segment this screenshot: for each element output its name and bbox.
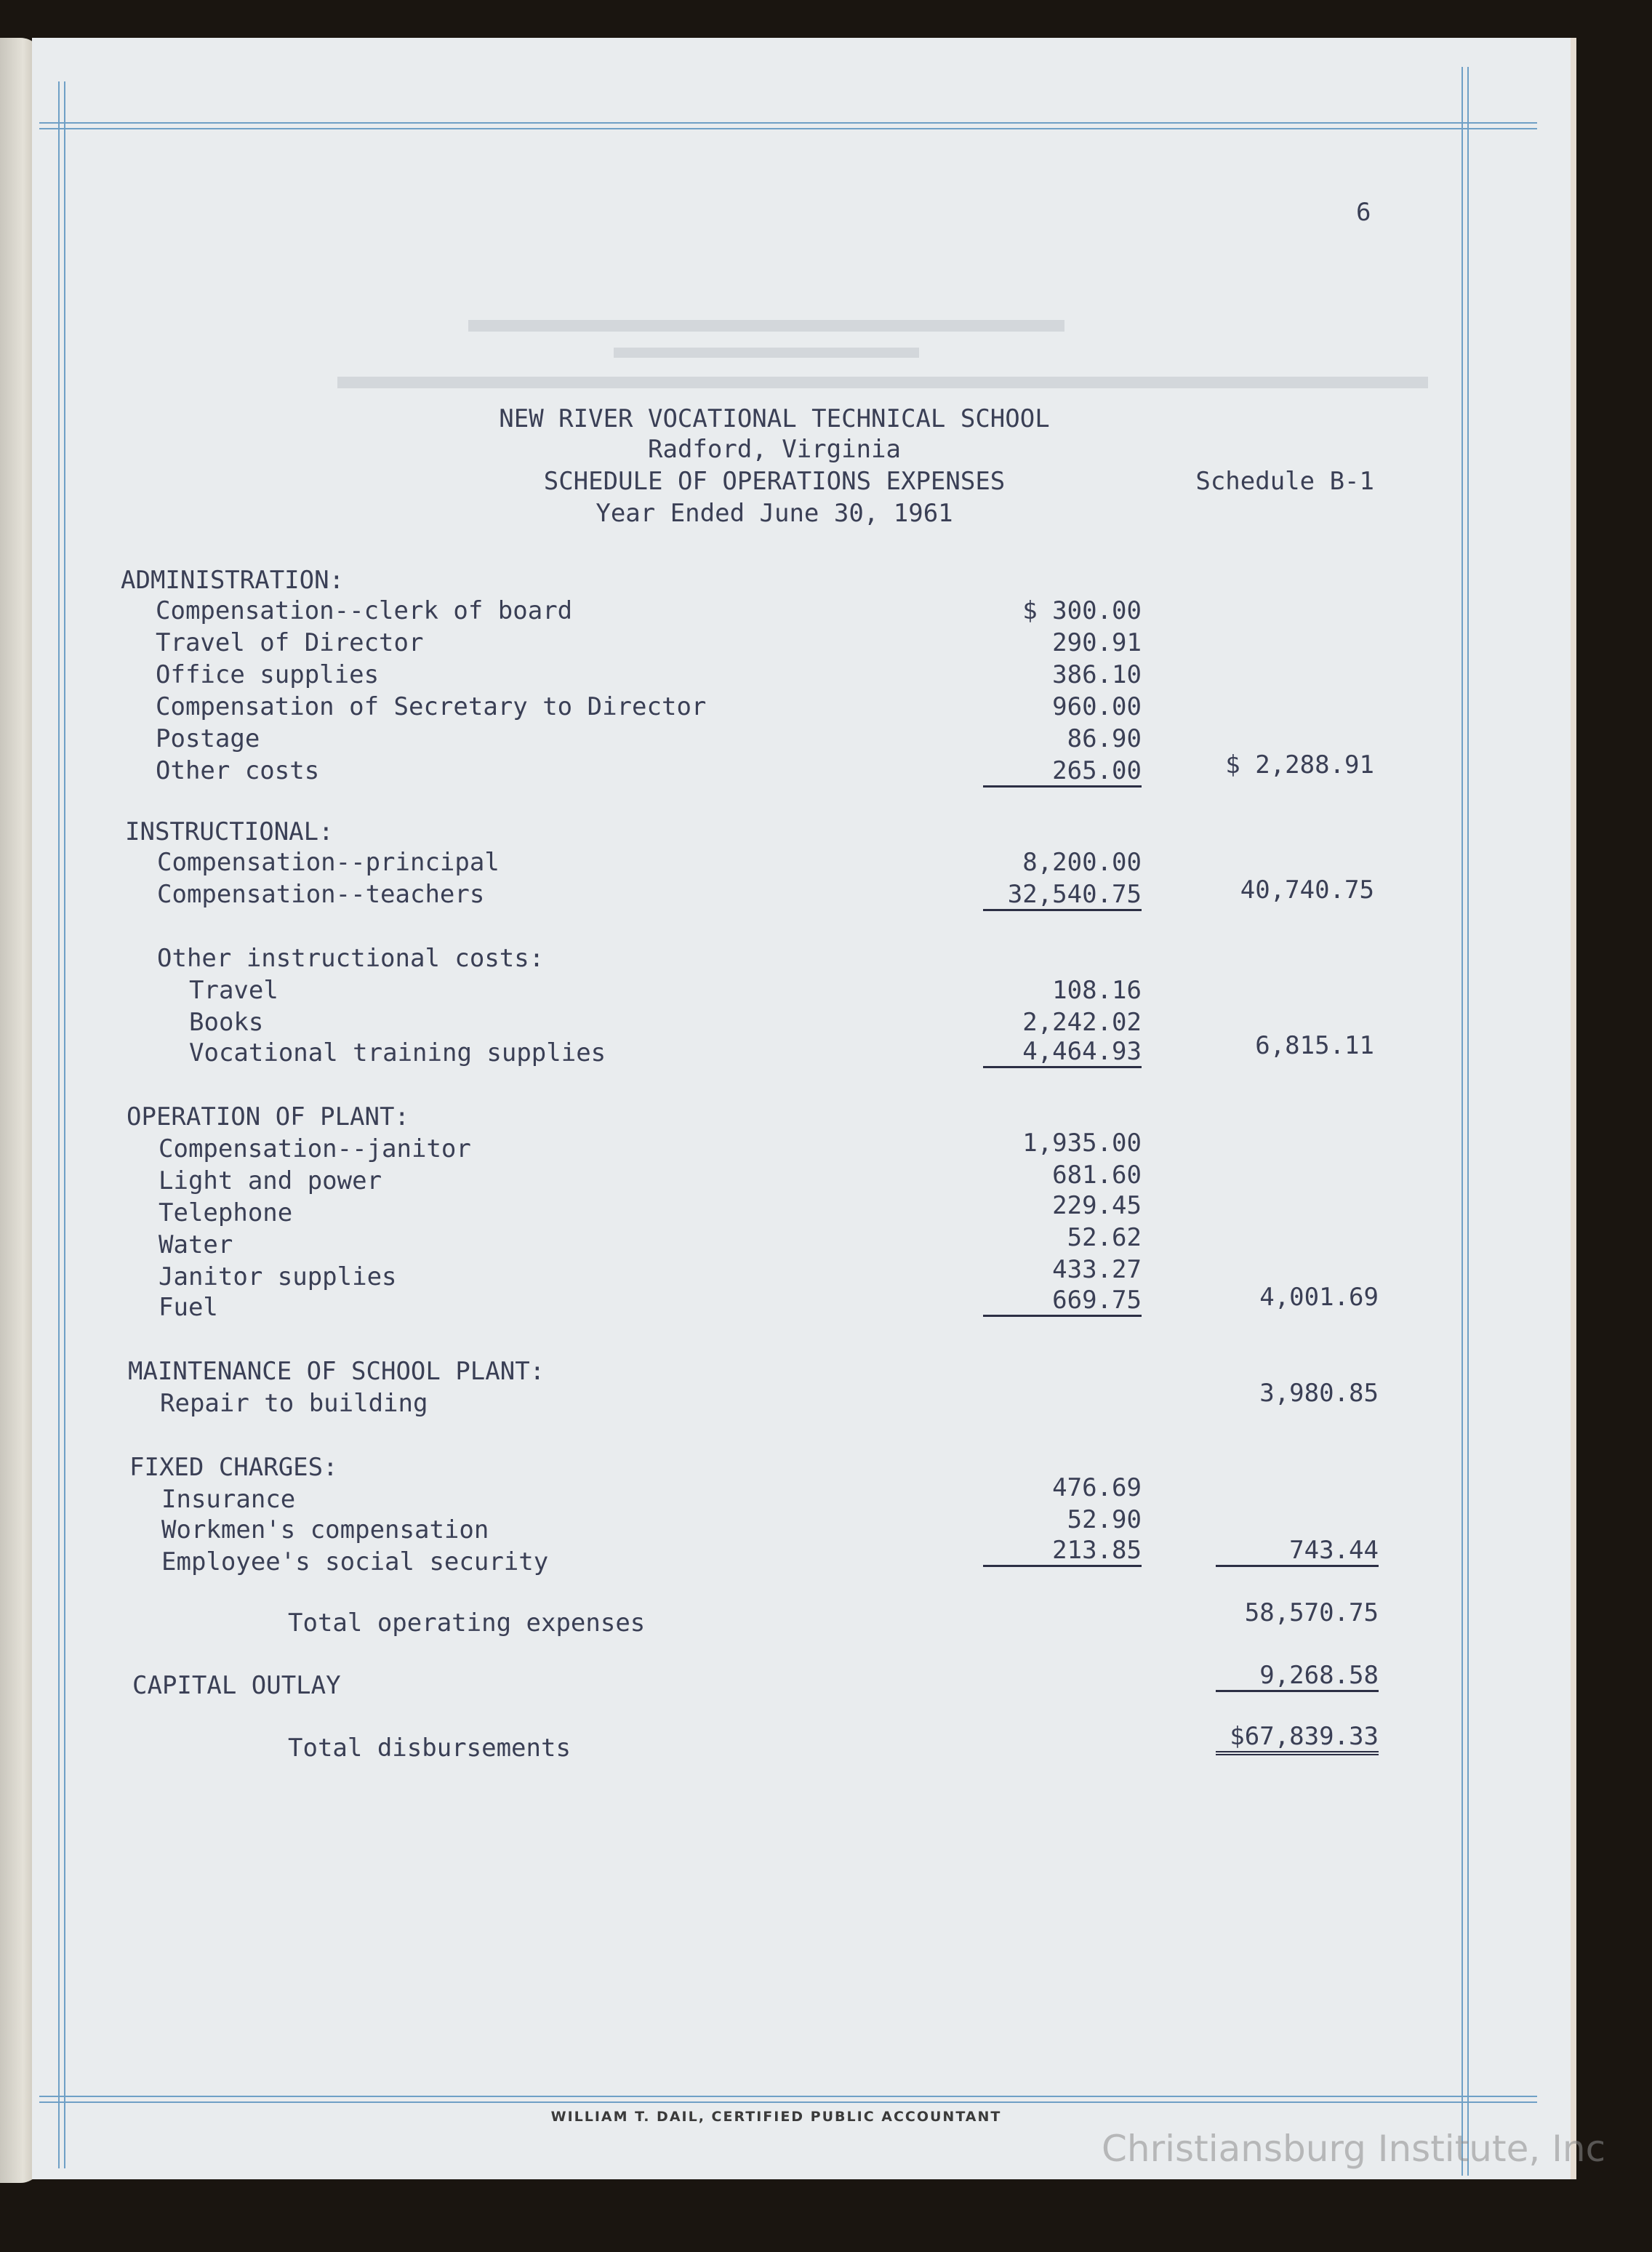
item-label: Compensation--janitor bbox=[159, 1134, 471, 1163]
item-label: Compensation--clerk of board bbox=[156, 596, 573, 625]
left-border-rule bbox=[58, 81, 60, 2168]
item-label: Workmen's compensation bbox=[161, 1515, 489, 1544]
report-period: Year Ended June 30, 1961 bbox=[596, 499, 953, 528]
item-label: Employee's social security bbox=[161, 1547, 549, 1576]
item-amount: 960.00 bbox=[1052, 692, 1142, 721]
item-amount: 229.45 bbox=[1052, 1191, 1142, 1220]
item-amount: 433.27 bbox=[1052, 1255, 1142, 1284]
item-label: Postage bbox=[156, 724, 260, 753]
total-operating-label: Total operating expenses bbox=[288, 1608, 646, 1638]
right-border-rule-inner bbox=[1467, 67, 1469, 2176]
item-label: Compensation of Secretary to Director bbox=[156, 692, 707, 721]
section-total: $ 2,288.91 bbox=[1225, 750, 1374, 780]
section-heading: INSTRUCTIONAL: bbox=[125, 817, 334, 846]
total-operating-value: 58,570.75 bbox=[1244, 1598, 1379, 1627]
item-label: Telephone bbox=[159, 1198, 293, 1227]
item-amount: 52.62 bbox=[1067, 1223, 1142, 1252]
bottom-border-rule-inner bbox=[39, 2101, 1537, 2103]
item-label: Repair to building bbox=[160, 1389, 428, 1418]
item-amount: 669.75 bbox=[983, 1286, 1142, 1317]
schedule-label: Schedule B-1 bbox=[1195, 467, 1374, 496]
item-label: Water bbox=[159, 1230, 233, 1259]
item-amount: 213.85 bbox=[983, 1536, 1142, 1567]
top-border-rule bbox=[39, 122, 1537, 124]
total-disbursements-value: $67,839.33 bbox=[1216, 1722, 1379, 1755]
item-label: Travel bbox=[189, 976, 278, 1005]
section-heading: MAINTENANCE OF SCHOOL PLANT: bbox=[128, 1357, 545, 1386]
item-label: Compensation--teachers bbox=[157, 880, 485, 909]
capital-outlay-value: 9,268.58 bbox=[1216, 1661, 1379, 1692]
item-label: Compensation--principal bbox=[157, 848, 500, 877]
section-total: 3,980.85 bbox=[1259, 1379, 1379, 1408]
item-label: Books bbox=[189, 1008, 264, 1037]
school-location: Radford, Virginia bbox=[648, 435, 901, 464]
section-total: 743.44 bbox=[1216, 1536, 1379, 1567]
bottom-border-rule bbox=[39, 2096, 1537, 2097]
subsection-heading: Other instructional costs: bbox=[157, 944, 545, 973]
item-label: Vocational training supplies bbox=[189, 1038, 606, 1067]
capital-outlay-label: CAPITAL OUTLAY bbox=[132, 1671, 341, 1700]
page-number: 6 bbox=[1356, 198, 1371, 227]
item-amount: 108.16 bbox=[1052, 976, 1142, 1005]
item-amount: 32,540.75 bbox=[983, 880, 1142, 911]
item-amount: 86.90 bbox=[1067, 724, 1142, 753]
item-amount: 52.90 bbox=[1067, 1505, 1142, 1534]
schedule-title: SCHEDULE OF OPERATIONS EXPENSES bbox=[543, 467, 1006, 496]
section-heading: FIXED CHARGES: bbox=[129, 1453, 338, 1482]
item-label: Other costs bbox=[156, 756, 320, 785]
item-amount: 8,200.00 bbox=[1022, 848, 1142, 877]
section-total: 4,001.69 bbox=[1259, 1283, 1379, 1312]
item-label: Light and power bbox=[159, 1166, 382, 1195]
section-total: 6,815.11 bbox=[1255, 1031, 1374, 1060]
item-amount: 4,464.93 bbox=[983, 1037, 1142, 1068]
section-heading: OPERATION OF PLANT: bbox=[127, 1102, 409, 1131]
archive-watermark: Christiansburg Institute, Inc bbox=[1102, 2128, 1606, 2170]
section-heading: ADMINISTRATION: bbox=[121, 566, 345, 595]
left-border-rule-inner bbox=[64, 81, 65, 2168]
item-label: Office supplies bbox=[156, 660, 380, 689]
accountant-footer: WILLIAM T. DAIL, CERTIFIED PUBLIC ACCOUNTANT bbox=[550, 2109, 1002, 2125]
item-amount: 386.10 bbox=[1052, 660, 1142, 689]
item-amount: 2,242.02 bbox=[1022, 1008, 1142, 1037]
item-label: Insurance bbox=[161, 1485, 296, 1514]
item-amount: 265.00 bbox=[983, 756, 1142, 788]
school-name: NEW RIVER VOCATIONAL TECHNICAL SCHOOL bbox=[499, 404, 1050, 433]
item-amount: 476.69 bbox=[1052, 1473, 1142, 1502]
right-border-rule bbox=[1461, 67, 1463, 2176]
item-amount: $ 300.00 bbox=[1022, 596, 1142, 625]
total-disbursements-label: Total disbursements bbox=[288, 1734, 571, 1763]
item-label: Janitor supplies bbox=[159, 1262, 397, 1291]
item-label: Fuel bbox=[159, 1293, 218, 1322]
item-label: Travel of Director bbox=[156, 628, 424, 657]
item-amount: 290.91 bbox=[1052, 628, 1142, 657]
section-total: 40,740.75 bbox=[1240, 875, 1374, 905]
item-amount: 1,935.00 bbox=[1022, 1129, 1142, 1158]
top-border-rule-inner bbox=[39, 128, 1537, 129]
item-amount: 681.60 bbox=[1052, 1161, 1142, 1190]
